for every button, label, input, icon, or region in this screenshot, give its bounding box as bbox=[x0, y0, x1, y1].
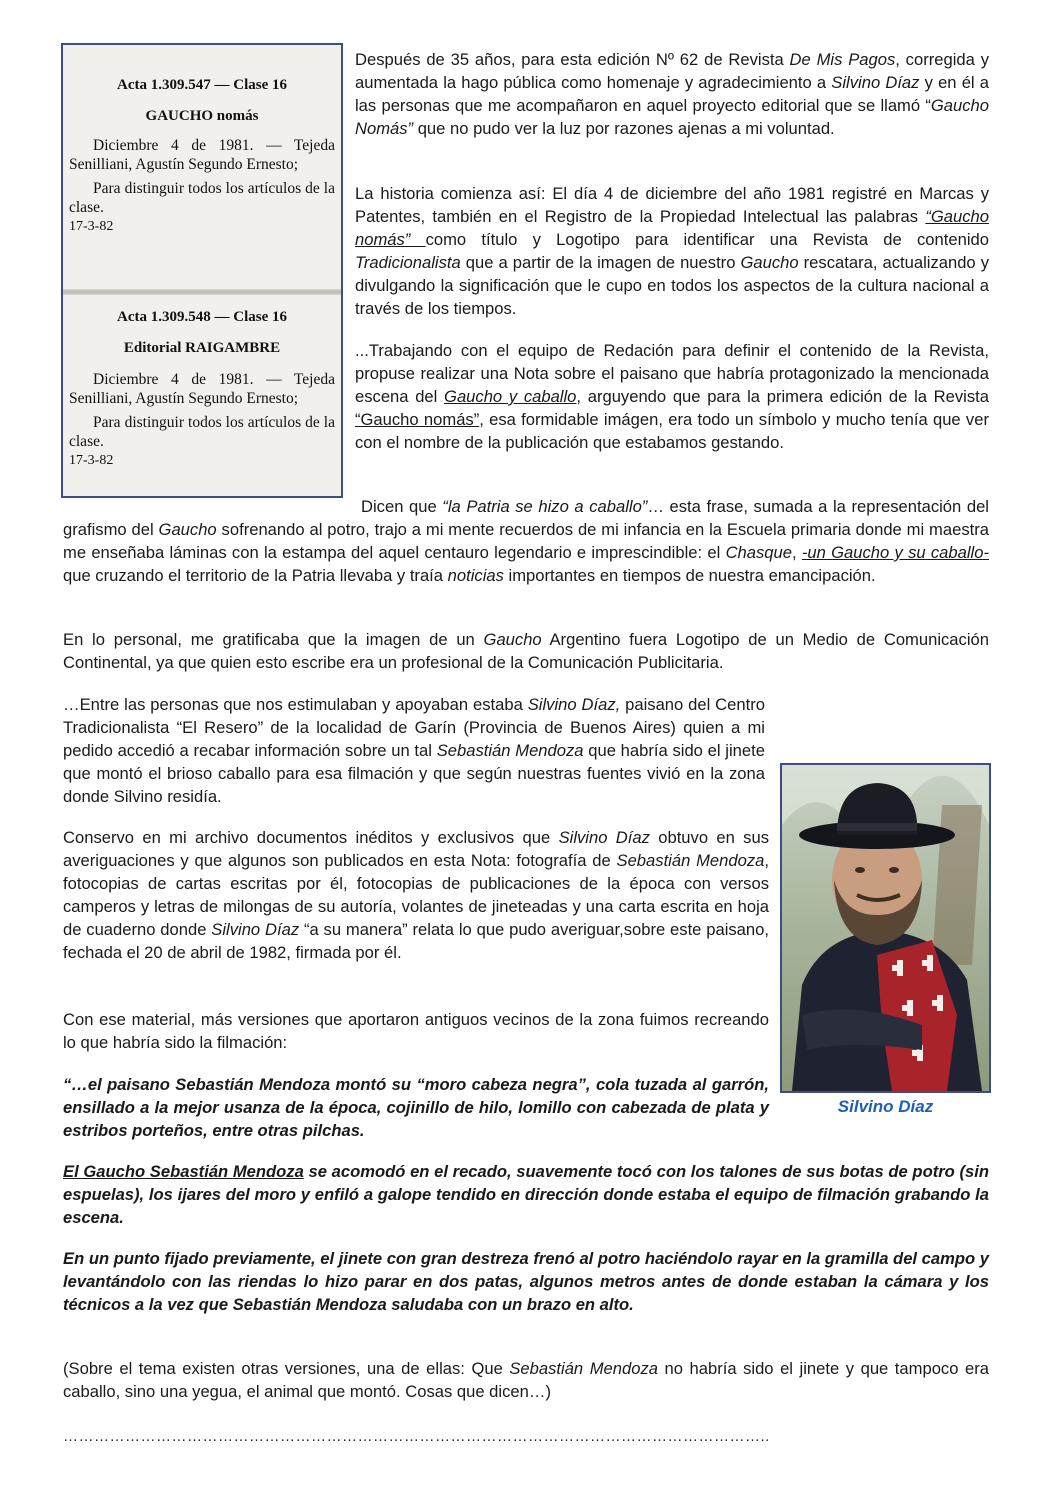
registration-text: Diciembre 4 de 1981. — Tejeda Senilliani, Agustín Segundo Ernesto; bbox=[69, 371, 335, 407]
registration-text: Diciembre 4 de 1981. — Tejeda Senilliani, Agustín Segundo Ernesto; bbox=[69, 137, 335, 173]
clipping-entry-2 bbox=[63, 309, 341, 469]
editorial-paragraph: ...Trabajando con el equipo de Redación para definir el contenido de la Revista, propuse realizar una Nota sobre el paisano que habría protagonizado la mencionada escena del Gaucho y caballo, arguyendo que para la primera edición de la Revista “Gaucho nomás”, esa formidable imágen, era todo un símbolo y mucho tenía que ver con el nombre de la publicación que estabamos gestando. bbox=[355, 341, 989, 452]
clipping-entry-1 bbox=[63, 77, 341, 235]
clipping-divider bbox=[63, 289, 341, 295]
history-paragraph: La historia comienza así: El día 4 de diciembre del año 1981 registré en Marcas y Patentes, también en el Registro de la Propiedad Intelectual las palabras “Gaucho nomás” como título y Logotipo para identificar una Revista de contenido Tradicionalista que a partir de la imagen de nuestro Gaucho rescatara, actualizando y divulgando la significación que le cupo en todos los aspectos de la cultura nacional a través de los tiempos. bbox=[355, 184, 989, 318]
class-text: Para distinguir todos los artículos de la clase. bbox=[69, 180, 335, 216]
versions-paragraph: (Sobre el tema existen otras versiones, una de ellas: Que Sebastián Mendoza no habría sido el jinete y que tampoco era caballo, sino una yegua, el animal que montó. Cosas que dicen…) bbox=[63, 1359, 989, 1401]
silvino-paragraph: …Entre las personas que nos estimulaban y apoyaban estaba Silvino Díaz, paisano del Centro Tradicionalista “El Resero” de la localidad de Garín (Provincia de Buenos Aires) quien a mi pedido accedió a recabar información sobre un tal Sebastián Mendoza que habría sido el jinete que montó el brioso caballo para esa filmación y que según nuestras fuentes vivió en la zona donde Silvino residía. bbox=[63, 695, 765, 806]
dotted-separator: ……………………………………………………………………………………………………………………….. bbox=[63, 1428, 770, 1445]
portrait-illustration bbox=[782, 765, 989, 1091]
quote-paragraph-2: El Gaucho Sebastián Mendoza se acomodó en el recado, suavemente tocó con los talones de sus botas de potro (sin espuelas), los ijares del moro y enfiló a galope tendido en dirección donde estaba el equipo de filmación grabando la escena. bbox=[63, 1162, 989, 1227]
acta-number: Acta 1.309.547 — Clase 16 bbox=[117, 77, 287, 93]
trademark-name: GAUCHO nomás bbox=[145, 108, 259, 124]
class-text: Para distinguir todos los artículos de la clase. bbox=[69, 414, 335, 450]
trademark-name: Editorial RAIGAMBRE bbox=[123, 340, 281, 356]
patria-paragraph: Dicen que “la Patria se hizo a caballo”… esta frase, sumada a la representación del grafismo del Gaucho sofrenando al potro, trajo a mi mente recuerdos de mi infancia en la Escuela primaria donde mi maestra me enseñaba láminas con la estampa del aquel centauro legendario e imprescindible: el Chasque, -un Gaucho y su caballo- que cruzando el territorio de la Patria llevaba y traía noticias importantes en tiempos de nuestra emancipación. bbox=[63, 497, 989, 585]
publication-date: 17-3-82 bbox=[69, 453, 114, 468]
archive-paragraph: Conservo en mi archivo documentos inéditos y exclusivos que Silvino Díaz obtuvo en sus averiguaciones y que algunos son publicados en esta Nota: fotografía de Sebastián Mendoza, fotocopias de cartas escritas por él, fotocopias de publicaciones de la época con versos camperos y letras de milongas de su autoría, volantes de jineteadas y una carta escrita en hoja de cuaderno donde Silvino Díaz “a su manera” relata lo que pudo averiguar,sobre este paisano, fechada el 20 de abril de 1982, firmada por él. bbox=[63, 828, 769, 962]
trademark-clipping bbox=[61, 43, 343, 498]
quote-paragraph-3: En un punto fijado previamente, el jinete con gran destreza frenó al potro haciéndolo rayar en la gramilla del campo y levantándolo con las riendas lo hizo parar en dos patas, algunos metros antes de donde estaban la cámara y los técnicos a la vez que Sebastián Mendoza saludaba con un brazo en alto. bbox=[63, 1249, 989, 1314]
quote-paragraph-1: “…el paisano Sebastián Mendoza montó su “moro cabeza negra”, cola tuzada al garrón, ensillado a la mejor usanza de la época, cojinillo de hilo, lomillo con cabezada de plata y estribos porteños, entre otras pilchas. bbox=[63, 1075, 769, 1140]
intro-paragraph: Después de 35 años, para esta edición Nº 62 de Revista De Mis Pagos, corregida y aumentada la hago pública como homenaje y agradecimiento a Silvino Díaz y en él a las personas que me acompañaron en aquel proyecto editorial que se llamó “Gaucho Nomás” que no pudo ver la luz por razones ajenas a mi voluntad. bbox=[355, 50, 989, 138]
publication-date: 17-3-82 bbox=[69, 219, 114, 234]
silvino-diaz-photo bbox=[780, 763, 991, 1093]
acta-number: Acta 1.309.548 — Clase 16 bbox=[117, 309, 287, 325]
personal-paragraph: En lo personal, me gratificaba que la imagen de un Gaucho Argentino fuera Logotipo de un Medio de Comunicación Continental, ya que quien esto escribe era un profesional de la Comunicación Publicitaria. bbox=[63, 630, 989, 672]
material-paragraph: Con ese material, más versiones que aportaron antiguos vecinos de la zona fuimos recreando lo que habría sido la filmación: bbox=[63, 1010, 769, 1052]
photo-caption: Silvino Díaz bbox=[837, 1097, 934, 1116]
